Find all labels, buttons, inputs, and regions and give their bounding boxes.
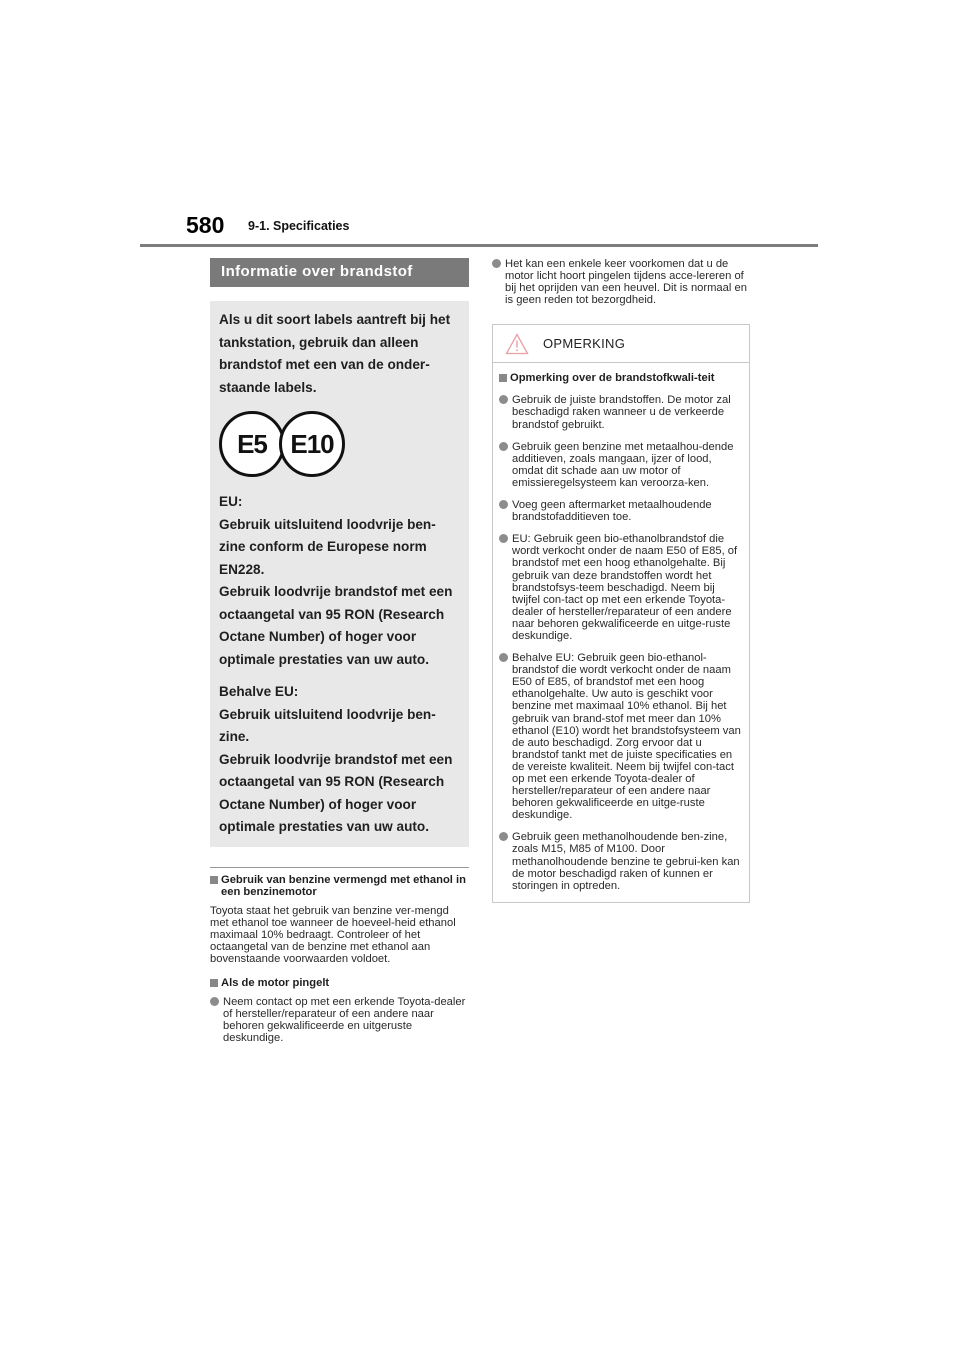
page-number: 580 (186, 212, 225, 238)
warning-triangle-icon (505, 333, 529, 355)
square-bullet-icon (210, 876, 218, 884)
ethanol-heading (210, 874, 470, 898)
info-box (210, 301, 469, 847)
notice-heading (499, 372, 741, 384)
non-eu-fuel-text: Behalve EU: Gebruik uitsluitend loodvrije ben-zine. Gebruik loodvrije brandstof met een octaangetal van 95 RON (Research Octane Number) of hoger voor optimale prestaties van uw auto. (219, 684, 453, 834)
notice-item (499, 533, 741, 642)
square-bullet-icon (210, 979, 218, 987)
info-intro: Als u dit soort labels aantreft bij het tankstation, gebruik dan alleen brandstof met een van de onder-staande labels. (219, 312, 451, 395)
round-bullet-icon (499, 442, 508, 451)
knock-bullet (210, 996, 470, 1044)
notice-title: OPMERKING (543, 336, 626, 352)
e10-label-icon: E10 (279, 411, 345, 477)
notice-item-text: Voeg geen aftermarket metaalhoudende brandstofadditieven toe. (512, 499, 712, 524)
info-box-title: Informatie over brandstof (210, 258, 469, 287)
knock-heading (210, 977, 470, 989)
notice-item (499, 652, 741, 821)
notice-item (499, 394, 741, 430)
header-rule (140, 244, 818, 247)
ethanol-text: Toyota staat het gebruik van benzine ver-mengd met ethanol toe wanneer de hoeveel-heid ethanol maximaal 10% bedraagt. Controleer of het octaangetal van de benzine met ethanol aan bovenstaande voorwaarden voldoet. (210, 904, 456, 965)
knock-info-bullet (492, 258, 750, 306)
knock-heading-text: Als de motor pingelt (221, 976, 330, 989)
knock-bullet-text: Neem contact op met een erkende Toyota-dealer of hersteller/reparateur of een andere naar behoren gekwalificeerde en uitgeruste deskundige. (223, 995, 466, 1045)
notice-body (493, 372, 749, 891)
e5-label-icon: E5 (219, 411, 285, 477)
left-column (210, 258, 470, 1044)
notice-item-text: Gebruik geen methanolhoudende ben-zine, zoals M15, M85 of M100. Door methanolhoudende benzine te gebrui-ken kan de motor beschadigd raken of kunnen er storingen in optreden. (512, 831, 740, 892)
notice-item (499, 499, 741, 523)
notice-item-text: Gebruik de juiste brandstoffen. De motor zal beschadigd raken wanneer u de verkeerde brandstof gebruikt. (512, 394, 731, 431)
notice-item-text: Behalve EU: Gebruik geen bio-ethanol-brandstof die wordt verkocht onder de naam E50 of E85, of brandstof met een hoog ethanolgehalte. Uw auto is geschikt voor benzine met maximaal 10% ethanol. Bij het gebruik van brand-stof met meer dan 10% ethanol (E10) wordt het brandstofsysteem van de auto beschadigd. Zorg ervoor dat u brandstof tankt met de juiste specificaties en de vereiste kwaliteit. Neem bij twijfel con-tact op met een erkende Toyota-dealer of hersteller/reparateur of een andere naar behoren gekwalificeerde en uitge-ruste deskundige. (512, 652, 741, 822)
ethanol-heading-text: Gebruik van benzine vermengd met ethanol in een benzinemotor (221, 873, 466, 898)
notice-box (492, 324, 750, 902)
notice-heading-text: Opmerking over de brandstofkwali-teit (510, 372, 715, 385)
notice-item-text: EU: Gebruik geen bio-ethanolbrandstof die wordt verkocht onder de naam E50 of E85, of brandstof met een hoog ethanolgehalte. Bij gebruik van deze brandstoffen wordt het brandstofsys-teem beschadigd. Neem bij twijfel con-tact op met een erkende Toyota-dealer of hersteller/reparateur of een andere naar behoren gekwalificeerde en uitge-ruste deskundige. (512, 533, 738, 642)
eu-fuel-text: EU: Gebruik uitsluitend loodvrije ben-zine conform de Europese norm EN228. Gebruik loodvrije brandstof met een octaangetal van 95 RON (Research Octane Number) of hoger voor optimale prestaties van uw auto. (219, 494, 453, 667)
section-divider (210, 867, 469, 868)
round-bullet-icon (499, 395, 508, 404)
notice-item (499, 831, 741, 891)
section-title: 9-1. Specificaties (248, 219, 350, 233)
notice-item-text: Gebruik geen benzine met metaalhou-dende additieven, zoals mangaan, ijzer of lood, omdat dit schade aan uw motor of emissieregelsysteem kan veroorza-ken. (512, 440, 734, 489)
notice-header (493, 325, 749, 363)
round-bullet-icon (499, 832, 508, 841)
fuel-labels (219, 411, 459, 477)
square-bullet-icon (499, 374, 507, 382)
notice-item (499, 441, 741, 489)
right-column (492, 258, 750, 903)
round-bullet-icon (499, 500, 508, 509)
round-bullet-icon (210, 997, 219, 1006)
round-bullet-icon (499, 534, 508, 543)
knock-info-text: Het kan een enkele keer voorkomen dat u de motor licht hoort pingelen tijdens acce-lereren of bij het oprijden van een heuvel. Dit is normaal en is geen reden tot bezorgdheid. (505, 258, 747, 307)
round-bullet-icon (499, 653, 508, 662)
round-bullet-icon (492, 259, 501, 268)
